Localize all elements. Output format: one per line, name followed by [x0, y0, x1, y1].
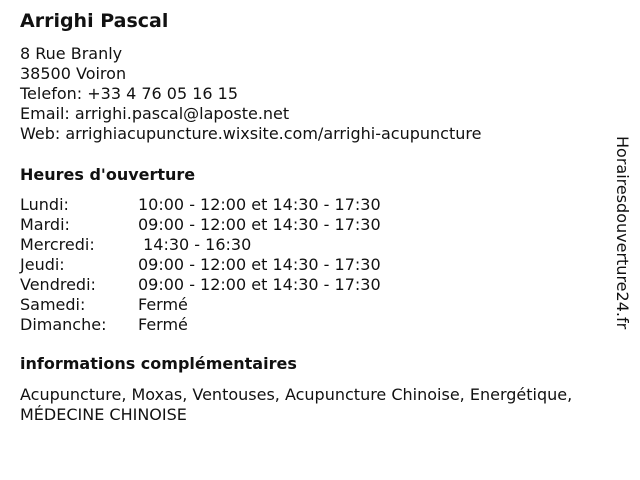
- phone-text: Telefon: +33 4 76 05 16 15: [20, 84, 239, 103]
- hours-row-friday: [20, 275, 440, 295]
- day-label: Lundi:: [20, 195, 69, 214]
- day-label: Samedi:: [20, 295, 86, 314]
- site-watermark: Horairesdouverture24.fr: [613, 136, 632, 330]
- email-text: Email: arrighi.pascal@laposte.net: [20, 104, 290, 123]
- hours-row-wednesday: [20, 235, 440, 255]
- hours-heading: Heures d'ouverture: [20, 165, 196, 184]
- hours-row-thursday: [20, 255, 440, 275]
- address-street: 8 Rue Branly: [20, 44, 123, 63]
- business-name: Arrighi Pascal: [20, 10, 169, 32]
- opening-hours-list: [20, 195, 440, 335]
- info-line: Acupuncture, Moxas, Ventouses, Acupuncture Chinoise, Energétique,: [20, 385, 573, 404]
- day-label: Vendredi:: [20, 275, 96, 294]
- time-range: Fermé: [138, 315, 188, 334]
- time-range: Fermé: [138, 295, 188, 314]
- time-range: 14:30 - 16:30: [138, 235, 252, 254]
- day-label: Jeudi:: [20, 255, 65, 274]
- hours-row-monday: [20, 195, 440, 215]
- hours-row-tuesday: [20, 215, 440, 235]
- day-label: Dimanche:: [20, 315, 107, 334]
- contact-block: [20, 44, 481, 144]
- time-range: 10:00 - 12:00 et 14:30 - 17:30: [138, 195, 381, 214]
- time-range: 09:00 - 12:00 et 14:30 - 17:30: [138, 255, 381, 274]
- info-line: MÉDECINE CHINOISE: [20, 405, 187, 424]
- hours-row-saturday: [20, 295, 440, 315]
- day-label: Mardi:: [20, 215, 70, 234]
- web-text: Web: arrighiacupuncture.wixsite.com/arrighi-acupuncture: [20, 124, 482, 143]
- day-label: Mercredi:: [20, 235, 95, 254]
- time-range: 09:00 - 12:00 et 14:30 - 17:30: [138, 215, 381, 234]
- address-city: 38500 Voiron: [20, 64, 127, 83]
- hours-row-sunday: [20, 315, 440, 335]
- info-text: [20, 385, 630, 425]
- info-heading: informations complémentaires: [20, 354, 297, 373]
- time-range: 09:00 - 12:00 et 14:30 - 17:30: [138, 275, 381, 294]
